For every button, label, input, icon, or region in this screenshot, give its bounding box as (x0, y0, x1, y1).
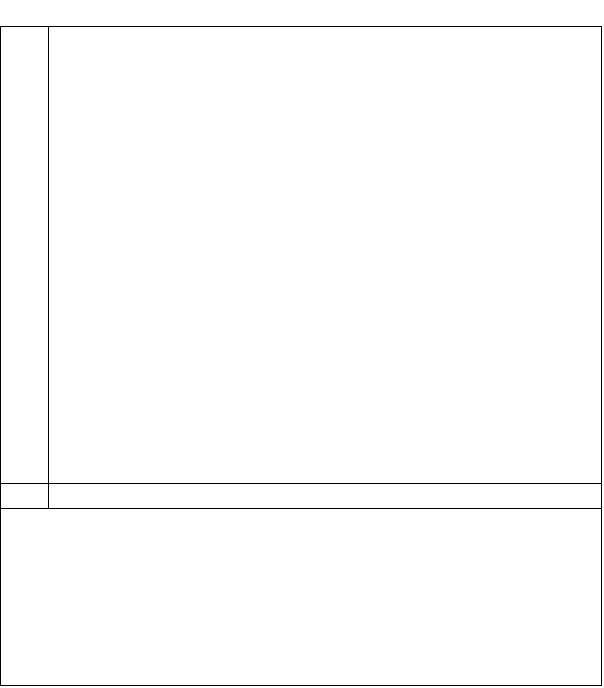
requirements-label-cell (1, 27, 49, 483)
requirements-content (53, 28, 599, 482)
schedule-header-row (1, 483, 601, 509)
day-column-header (1, 484, 49, 508)
plan-column-header (49, 484, 601, 508)
work-record-table (0, 26, 602, 686)
page-title (0, 2, 604, 26)
